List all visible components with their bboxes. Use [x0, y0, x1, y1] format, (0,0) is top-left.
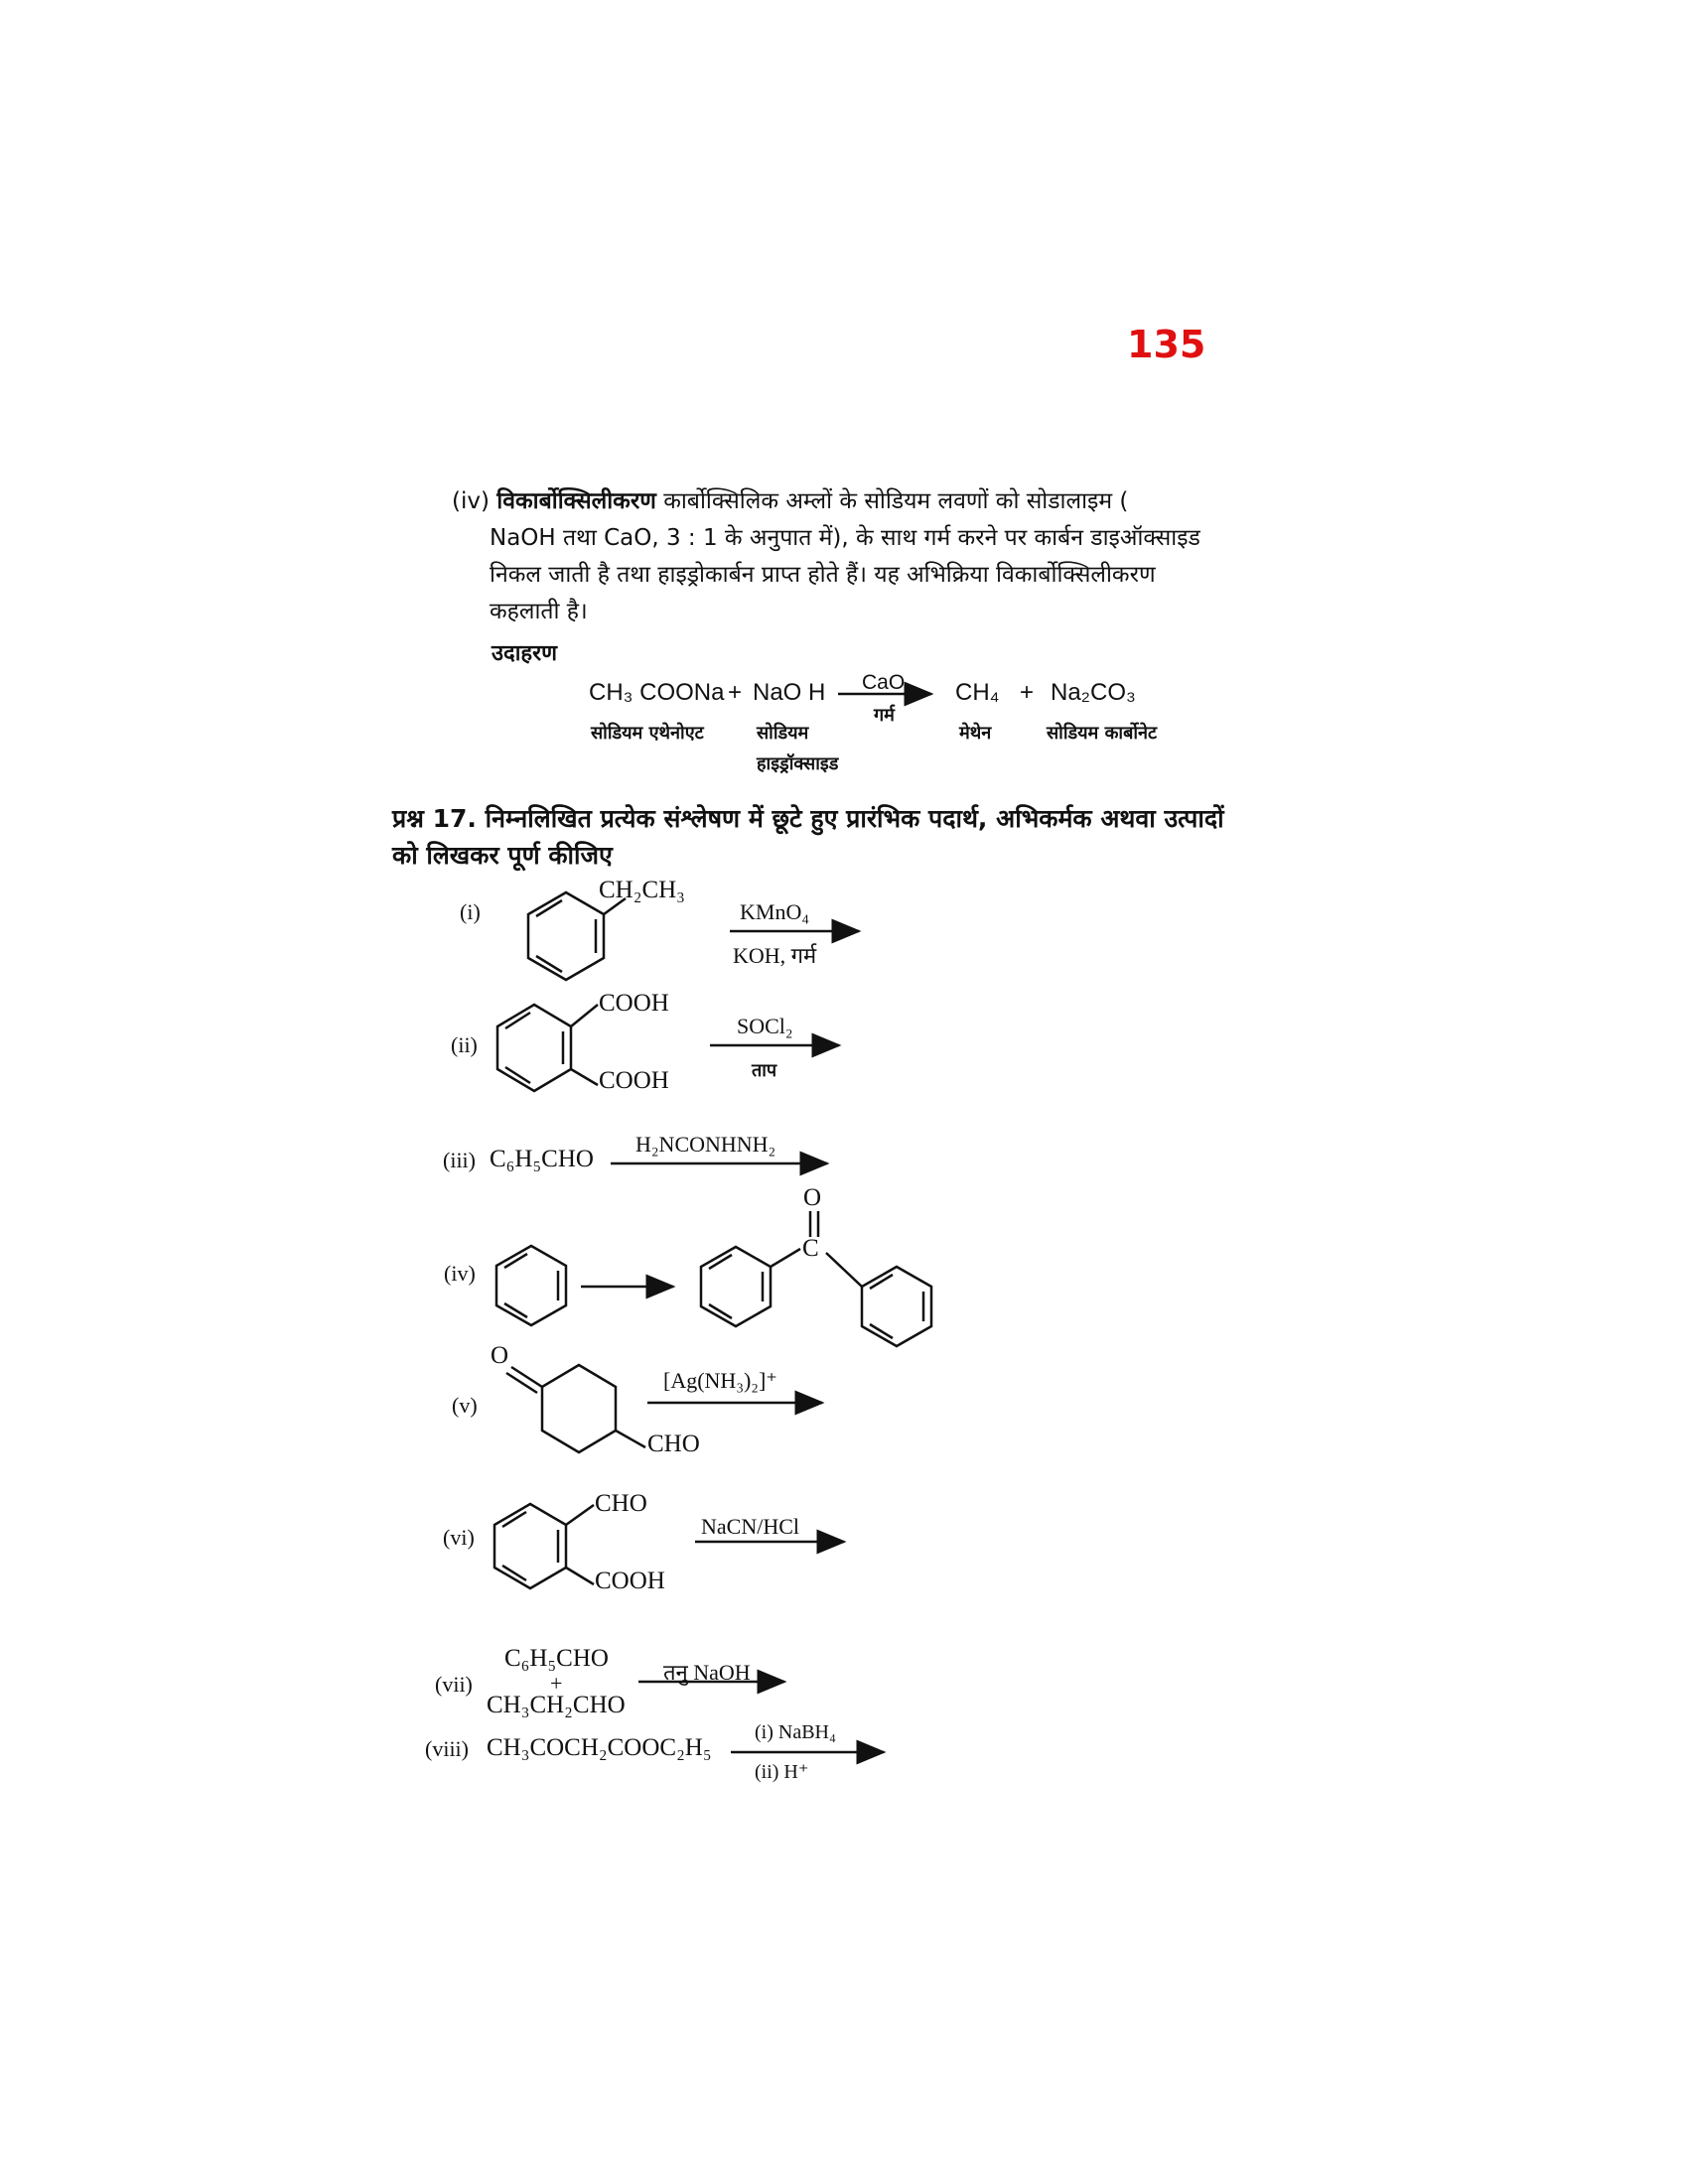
product-sodium-carbonate: Na₂CO₃ — [1051, 679, 1136, 706]
reaction-ii-benzene-ring — [497, 1005, 598, 1091]
reaction-v-reagent-top: [Ag(NH₃)₂]⁺ — [663, 1368, 777, 1393]
reaction-iii-reagent-top: H₂NCONHNH₂ — [635, 1132, 776, 1157]
reaction-ii-label: (ii) — [451, 1032, 478, 1057]
reaction-vii-plus: + — [550, 1671, 563, 1696]
reaction-iv-benzene — [496, 1246, 566, 1325]
plus-sign: + — [728, 679, 743, 706]
reaction-iv-carbonyl-o: O — [803, 1184, 822, 1211]
question-text-line-1: निम्नलिखित प्रत्येक संश्लेषण में छूटे हुए प्रारंभिक पदार्थ, अभिकर्मक अथवा उत्पादों — [485, 804, 1224, 833]
product-methane: CH₄ — [955, 679, 1000, 706]
reactant-sodium-hydroxide: NaO H — [753, 679, 826, 706]
reaction-ii-reagent-top: SOCl₂ — [737, 1014, 793, 1038]
arrow-condition-heat: गर्म — [874, 705, 895, 726]
plus-sign-2: + — [1020, 679, 1035, 706]
name-methane: मेथेन — [959, 723, 992, 744]
reaction-ii-substituent-bottom: COOH — [599, 1067, 669, 1094]
paragraph-line-4: कहलाती है। — [490, 599, 588, 624]
reaction-i-reagent-top: KMnO₄ — [740, 899, 810, 924]
reaction-iv-label: (iv) — [444, 1261, 476, 1286]
reaction-viii-label: (viii) — [425, 1736, 469, 1761]
name-sodium-carbonate: सोडियम कार्बोनेट — [1047, 723, 1158, 744]
paragraph-line-3: निकल जाती है तथा हाइड्रोकार्बन प्राप्त होते हैं। यह अभिक्रिया विकार्बोक्सिलीकरण — [490, 562, 1156, 588]
name-sodium-ethanoate: सोडियम एथेनोएट — [591, 723, 704, 744]
reaction-v-label: (v) — [452, 1393, 478, 1418]
section-term: विकार्बोक्सिलीकरण — [496, 488, 656, 514]
reaction-v-ketone-o: O — [491, 1342, 509, 1369]
reaction-i-benzene-ring — [528, 892, 626, 980]
paragraph-line-2: NaOH तथा CaO, 3 : 1 के अनुपात में), के साथ गर्म करने पर कार्बन डाइऑक्साइड — [490, 525, 1200, 551]
section-label: (iv) — [452, 488, 490, 514]
reaction-vii-reactant-bottom: CH₃CH₂CHO — [487, 1692, 626, 1718]
reaction-vi-reagent-top: NaCN/HCl — [701, 1514, 799, 1539]
name-sodium: सोडियम — [757, 723, 809, 744]
question-label: प्रश्न 17. — [392, 804, 477, 833]
reaction-i-reagent-bottom: KOH, गर्म — [733, 943, 817, 968]
reaction-iv-carbonyl-c: C — [802, 1235, 819, 1262]
reaction-i-label: (i) — [460, 899, 481, 924]
reaction-v-cyclohexane-ring — [506, 1365, 645, 1452]
reaction-viii-reagent-top: (i) NaBH₄ — [755, 1721, 836, 1743]
reaction-ii-reagent-bottom: ताप — [752, 1060, 777, 1081]
reaction-iii-reactant: C₆H₅CHO — [490, 1146, 594, 1172]
page-number: 135 — [1127, 323, 1206, 366]
reactant-sodium-ethanoate: CH₃ COONa — [589, 679, 725, 706]
reaction-ii-substituent-top: COOH — [599, 990, 669, 1017]
reaction-vii-label: (vii) — [435, 1672, 473, 1697]
reaction-viii-reactant: CH₃COCH₂COOC₂H₅ — [487, 1734, 712, 1761]
reaction-vii-reagent-top: तनु NaOH — [663, 1660, 751, 1685]
reaction-vi-substituent-top: CHO — [595, 1490, 647, 1517]
reaction-i-substituent: CH₂CH₃ — [599, 877, 685, 903]
reaction-vi-label: (vi) — [443, 1525, 475, 1550]
reaction-vii-reactant-top: C₆H₅CHO — [504, 1645, 609, 1672]
question-text-line-2: को लिखकर पूर्ण कीजिए — [392, 841, 613, 870]
reaction-iii-label: (iii) — [443, 1148, 476, 1172]
arrow-reagent-cao: CaO — [862, 671, 906, 694]
example-label: उदाहरण — [492, 641, 558, 666]
name-hydroxide: हाइड्रॉक्साइड — [757, 753, 839, 774]
paragraph-line-1: कार्बोक्सिलिक अम्लों के सोडियम लवणों को सोडालाइम ( — [663, 488, 1129, 514]
reaction-viii-reagent-bottom: (ii) H⁺ — [755, 1761, 809, 1783]
reaction-vi-benzene-ring — [494, 1504, 594, 1588]
reaction-vi-substituent-bottom: COOH — [595, 1568, 665, 1594]
reaction-v-substituent: CHO — [647, 1431, 700, 1457]
reaction-iv-benzophenone — [701, 1211, 931, 1346]
